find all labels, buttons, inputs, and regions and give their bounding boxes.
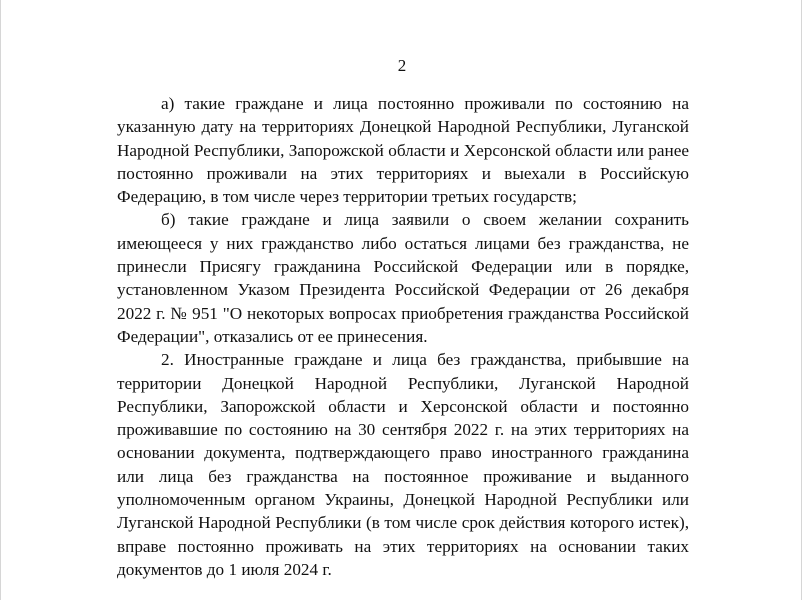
page-number: 2: [397, 56, 407, 75]
paragraph-b: б) такие граждане и лица заявили о своем желании сохранить имеющееся у них гражданство либо остаться лицами без гражданства, не принесли Присягу гражданина Российской Федерации или в порядке, установленном Указом Президента Российской Федерации от 26 декабря 2022 г. № 951 "О некоторых вопросах приобретения гражданства Российской Федерации", отказались от ее принесения.: [117, 210, 689, 346]
document-body: [117, 92, 689, 581]
paragraph-2: 2. Иностранные граждане и лица без гражданства, прибывшие на территории Донецкой Народной Республики, Луганской Народной Республики, Запорожской области и Херсонской области и постоянно проживавшие по состоянию на 30 сентября 2022 г. на этих территориях на основании документа, подтверждающего право иностранного гражданина или лица без гражданства на постоянное проживание и выданного уполномоченным органом Украины, Донецкой Народной Республики или Луганской Народной Республики (в том числе срок действия которого истек), вправе постоянно проживать на этих территориях на основании таких документов до 1 июля 2024 г.: [117, 350, 689, 579]
paragraph-a: а) такие граждане и лица постоянно проживали по состоянию на указанную дату на территориях Донецкой Народной Республики, Луганской Народной Республики, Запорожской области и Херсонской области или ранее постоянно проживали на этих территориях и выехали в Российскую Федерацию, в том числе через территории третьих государств;: [117, 94, 689, 207]
